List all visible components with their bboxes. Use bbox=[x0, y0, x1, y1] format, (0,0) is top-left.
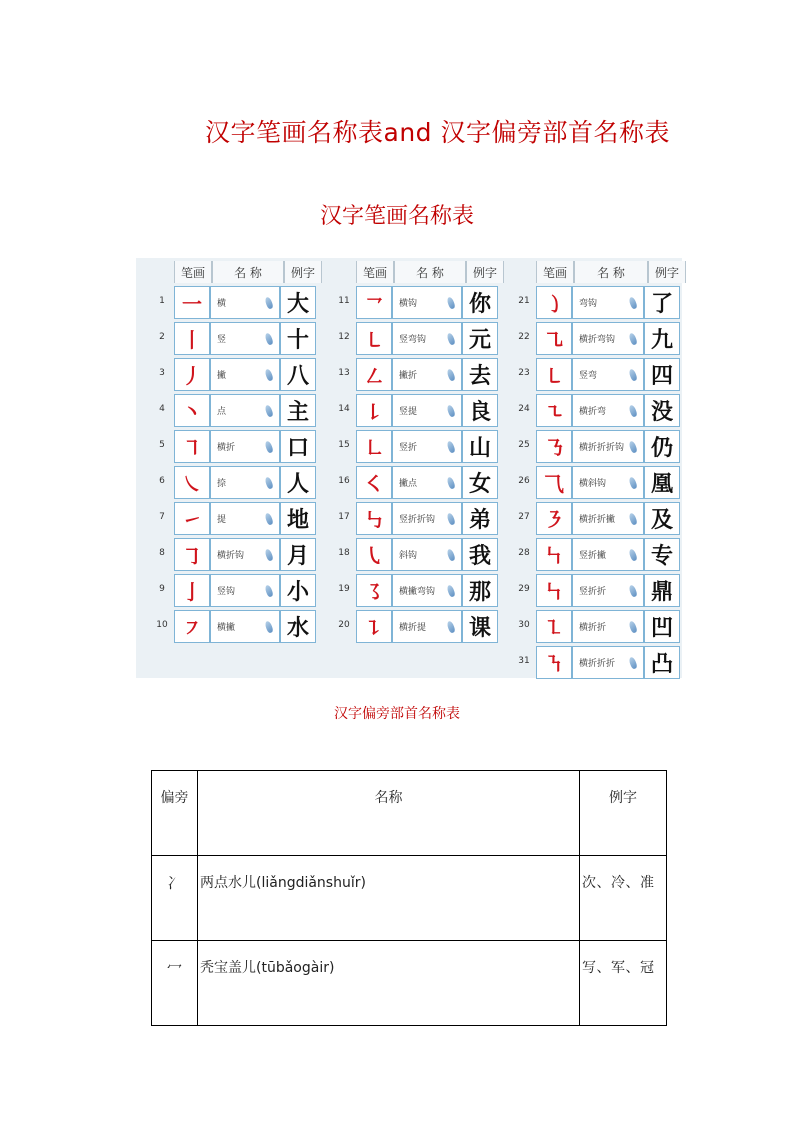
example-character: 凸 bbox=[644, 646, 680, 679]
stroke-row bbox=[512, 358, 680, 391]
stroke-name-label: 横折提 bbox=[399, 623, 427, 633]
pen-icon bbox=[628, 296, 638, 309]
stroke-name-label: 横撇弯钩 bbox=[399, 587, 436, 597]
row-number: 16 bbox=[338, 476, 350, 486]
stroke-name bbox=[210, 574, 280, 607]
stroke-name-label: 横折折撇 bbox=[579, 515, 616, 525]
stroke-name bbox=[210, 394, 280, 427]
stroke-name bbox=[392, 574, 462, 607]
pen-icon bbox=[446, 476, 456, 489]
stroke-name-label: 竖折 bbox=[399, 443, 418, 453]
stroke-name bbox=[392, 394, 462, 427]
stroke-row bbox=[512, 466, 680, 499]
stroke-name bbox=[210, 322, 280, 355]
stroke-shape: ㇡ bbox=[536, 430, 572, 463]
stroke-name-label: 横折折折钩 bbox=[579, 443, 625, 453]
pen-icon bbox=[628, 656, 638, 669]
stroke-shape: ㇗ bbox=[356, 430, 392, 463]
stroke-shape: 亅 bbox=[174, 574, 210, 607]
example-character: 课 bbox=[462, 610, 498, 643]
stroke-table-title: 汉字笔画名称表 bbox=[319, 204, 474, 229]
stroke-row bbox=[512, 322, 680, 355]
stroke-row bbox=[332, 430, 498, 463]
stroke-row bbox=[512, 430, 680, 463]
stroke-shape: ㇏ bbox=[174, 466, 210, 499]
example-character: 鼎 bbox=[644, 574, 680, 607]
stroke-shape: ㇕ bbox=[174, 430, 210, 463]
stroke-shape: ㇀ bbox=[174, 502, 210, 535]
radical-symbol: 冫 bbox=[152, 856, 198, 941]
stroke-shape: ㇉ bbox=[356, 502, 392, 535]
stroke-row bbox=[332, 538, 498, 571]
header-example: 例字 bbox=[284, 261, 322, 283]
row-number: 26 bbox=[518, 476, 530, 486]
row-number: 15 bbox=[338, 440, 350, 450]
row-number: 4 bbox=[159, 404, 165, 414]
header-name: 名 称 bbox=[212, 261, 284, 283]
row-number: 2 bbox=[159, 332, 165, 342]
stroke-shape: ㇊ bbox=[356, 610, 392, 643]
stroke-shape: ㇅ bbox=[536, 610, 572, 643]
header-stroke: 笔画 bbox=[536, 261, 574, 283]
pen-icon bbox=[264, 332, 274, 345]
stroke-name bbox=[572, 466, 644, 499]
row-number: 8 bbox=[159, 548, 165, 558]
stroke-name bbox=[392, 430, 462, 463]
pen-icon bbox=[264, 476, 274, 489]
row-number: 19 bbox=[338, 584, 350, 594]
radical-examples: 次、冷、准 bbox=[580, 856, 667, 941]
stroke-shape: ㇋ bbox=[536, 502, 572, 535]
stroke-shape: 丨 bbox=[174, 322, 210, 355]
header-name: 名 称 bbox=[574, 261, 648, 283]
stroke-row bbox=[332, 322, 498, 355]
stroke-shape: ㇇ bbox=[174, 610, 210, 643]
row-number: 6 bbox=[159, 476, 165, 486]
pen-icon bbox=[264, 584, 274, 597]
pen-icon bbox=[446, 620, 456, 633]
stroke-row bbox=[150, 322, 316, 355]
stroke-name-label: 捺 bbox=[217, 479, 227, 489]
pen-icon bbox=[628, 440, 638, 453]
stroke-name bbox=[392, 610, 462, 643]
stroke-name bbox=[572, 538, 644, 571]
stroke-name-label: 竖钩 bbox=[217, 587, 236, 597]
stroke-shape: ㇄ bbox=[356, 322, 392, 355]
stroke-name bbox=[572, 286, 644, 319]
pen-icon bbox=[264, 368, 274, 381]
row-number: 12 bbox=[338, 332, 350, 342]
row-number: 18 bbox=[338, 548, 350, 558]
stroke-name-label: 横撇 bbox=[217, 623, 236, 633]
stroke-column-header bbox=[536, 261, 686, 283]
stroke-name bbox=[210, 430, 280, 463]
stroke-shape: ㇁ bbox=[536, 286, 572, 319]
stroke-name bbox=[210, 538, 280, 571]
row-number: 14 bbox=[338, 404, 350, 414]
stroke-name-label: 竖 bbox=[217, 335, 227, 345]
example-character: 山 bbox=[462, 430, 498, 463]
stroke-shape: ㇈ bbox=[536, 322, 572, 355]
stroke-name bbox=[210, 466, 280, 499]
stroke-row bbox=[332, 574, 498, 607]
radical-table-title: 汉字偏旁部首名称表 bbox=[334, 706, 460, 722]
row-number: 31 bbox=[518, 656, 530, 666]
table-row bbox=[152, 856, 667, 941]
stroke-shape: ㇜ bbox=[356, 358, 392, 391]
stroke-row bbox=[150, 394, 316, 427]
stroke-name-label: 弯钩 bbox=[579, 299, 598, 309]
example-character: 那 bbox=[462, 574, 498, 607]
pen-icon bbox=[446, 368, 456, 381]
header-name: 名 称 bbox=[394, 261, 466, 283]
stroke-name-label: 竖折撇 bbox=[579, 551, 607, 561]
stroke-name bbox=[572, 646, 644, 679]
stroke-row bbox=[332, 394, 498, 427]
radical-name: 秃宝盖儿(tūbǎogàir) bbox=[198, 941, 580, 1026]
stroke-name-label: 横折折折 bbox=[579, 659, 616, 669]
stroke-shape: 丿 bbox=[174, 358, 210, 391]
pen-icon bbox=[264, 404, 274, 417]
stroke-name-label: 横折弯 bbox=[579, 407, 607, 417]
stroke-shape: ㇆ bbox=[174, 538, 210, 571]
row-number: 9 bbox=[159, 584, 165, 594]
stroke-name bbox=[210, 286, 280, 319]
example-character: 主 bbox=[280, 394, 316, 427]
pen-icon bbox=[628, 476, 638, 489]
header-stroke: 笔画 bbox=[174, 261, 212, 283]
stroke-name-label: 点 bbox=[217, 407, 227, 417]
stroke-shape: ㇞ bbox=[536, 538, 572, 571]
stroke-chart-figure bbox=[136, 258, 682, 678]
stroke-shape: ㇖ bbox=[356, 286, 392, 319]
stroke-row bbox=[150, 538, 316, 571]
stroke-row bbox=[512, 394, 680, 427]
stroke-row bbox=[332, 286, 498, 319]
row-number: 30 bbox=[518, 620, 530, 630]
page-title: 汉字笔画名称表and 汉字偏旁部首名称表 bbox=[205, 118, 670, 147]
stroke-name-label: 横折折 bbox=[579, 623, 607, 633]
stroke-row bbox=[332, 502, 498, 535]
stroke-column-header bbox=[356, 261, 504, 283]
stroke-name bbox=[572, 430, 644, 463]
stroke-name-label: 横钩 bbox=[399, 299, 418, 309]
example-character: 凰 bbox=[644, 466, 680, 499]
row-number: 5 bbox=[159, 440, 165, 450]
stroke-row bbox=[512, 610, 680, 643]
pen-icon bbox=[446, 296, 456, 309]
pen-icon bbox=[446, 584, 456, 597]
stroke-name bbox=[572, 574, 644, 607]
stroke-name bbox=[572, 502, 644, 535]
example-character: 凹 bbox=[644, 610, 680, 643]
pen-icon bbox=[628, 584, 638, 597]
stroke-row bbox=[512, 574, 680, 607]
stroke-name-label: 提 bbox=[217, 515, 227, 525]
stroke-name bbox=[392, 322, 462, 355]
stroke-name-label: 撇折 bbox=[399, 371, 418, 381]
stroke-shape: ⺄ bbox=[536, 466, 572, 499]
header-stroke: 笔画 bbox=[356, 261, 394, 283]
radical-table bbox=[151, 770, 667, 1026]
name-header: 名称 bbox=[198, 771, 580, 856]
stroke-row bbox=[332, 466, 498, 499]
pen-icon bbox=[264, 440, 274, 453]
stroke-column-header bbox=[174, 261, 322, 283]
stroke-column bbox=[332, 261, 498, 675]
stroke-shape: ㇎ bbox=[536, 646, 572, 679]
radical-header: 偏旁 bbox=[152, 771, 198, 856]
stroke-column bbox=[150, 261, 316, 675]
pen-icon bbox=[628, 404, 638, 417]
stroke-name-label: 竖弯钩 bbox=[399, 335, 427, 345]
stroke-name bbox=[210, 358, 280, 391]
stroke-name bbox=[572, 610, 644, 643]
stroke-shape: ㇂ bbox=[356, 538, 392, 571]
stroke-row bbox=[512, 286, 680, 319]
row-number: 17 bbox=[338, 512, 350, 522]
row-number: 29 bbox=[518, 584, 530, 594]
stroke-name-label: 竖折折 bbox=[579, 587, 607, 597]
stroke-name-label: 竖提 bbox=[399, 407, 418, 417]
example-character: 及 bbox=[644, 502, 680, 535]
example-character: 良 bbox=[462, 394, 498, 427]
pen-icon bbox=[628, 368, 638, 381]
pen-icon bbox=[264, 512, 274, 525]
row-number: 10 bbox=[156, 620, 168, 630]
row-number: 27 bbox=[518, 512, 530, 522]
stroke-name-label: 撇点 bbox=[399, 479, 418, 489]
stroke-name-label: 竖折折钩 bbox=[399, 515, 436, 525]
stroke-name bbox=[210, 502, 280, 535]
row-number: 3 bbox=[159, 368, 165, 378]
example-character: 专 bbox=[644, 538, 680, 571]
row-number: 25 bbox=[518, 440, 530, 450]
example-character: 弟 bbox=[462, 502, 498, 535]
pen-icon bbox=[446, 404, 456, 417]
example-character: 十 bbox=[280, 322, 316, 355]
stroke-name bbox=[392, 286, 462, 319]
row-number: 11 bbox=[338, 296, 350, 306]
stroke-name bbox=[392, 466, 462, 499]
pen-icon bbox=[446, 440, 456, 453]
stroke-row bbox=[150, 466, 316, 499]
row-number: 22 bbox=[518, 332, 530, 342]
stroke-shape: ㇙ bbox=[356, 394, 392, 427]
pen-icon bbox=[264, 548, 274, 561]
example-character: 九 bbox=[644, 322, 680, 355]
example-character: 了 bbox=[644, 286, 680, 319]
stroke-row bbox=[150, 286, 316, 319]
example-character: 我 bbox=[462, 538, 498, 571]
stroke-name bbox=[392, 502, 462, 535]
pen-icon bbox=[446, 332, 456, 345]
stroke-name bbox=[572, 322, 644, 355]
row-number: 21 bbox=[518, 296, 530, 306]
row-number: 28 bbox=[518, 548, 530, 558]
example-character: 人 bbox=[280, 466, 316, 499]
row-number: 13 bbox=[338, 368, 350, 378]
stroke-row bbox=[512, 502, 680, 535]
stroke-name-label: 横斜钩 bbox=[579, 479, 607, 489]
pen-icon bbox=[628, 548, 638, 561]
row-number: 7 bbox=[159, 512, 165, 522]
example-header: 例字 bbox=[580, 771, 667, 856]
stroke-shape: 一 bbox=[174, 286, 210, 319]
example-character: 地 bbox=[280, 502, 316, 535]
stroke-row bbox=[150, 358, 316, 391]
stroke-name-label: 横 bbox=[217, 299, 227, 309]
example-character: 元 bbox=[462, 322, 498, 355]
radical-name: 两点水儿(liǎngdiǎnshuǐr) bbox=[198, 856, 580, 941]
stroke-row bbox=[332, 610, 498, 643]
stroke-shape: 丶 bbox=[174, 394, 210, 427]
stroke-name-label: 横折 bbox=[217, 443, 236, 453]
stroke-name bbox=[572, 394, 644, 427]
stroke-shape: ㇛ bbox=[356, 466, 392, 499]
pen-icon bbox=[446, 512, 456, 525]
stroke-row bbox=[332, 358, 498, 391]
stroke-row bbox=[150, 574, 316, 607]
pen-icon bbox=[264, 620, 274, 633]
header-example: 例字 bbox=[466, 261, 504, 283]
example-character: 去 bbox=[462, 358, 498, 391]
radical-examples: 写、军、冠 bbox=[580, 941, 667, 1026]
radical-symbol: 冖 bbox=[152, 941, 198, 1026]
pen-icon bbox=[628, 332, 638, 345]
stroke-name-label: 横折弯钩 bbox=[579, 335, 616, 345]
stroke-name-label: 竖弯 bbox=[579, 371, 598, 381]
header-example: 例字 bbox=[648, 261, 686, 283]
example-character: 仍 bbox=[644, 430, 680, 463]
example-character: 水 bbox=[280, 610, 316, 643]
stroke-name bbox=[572, 358, 644, 391]
stroke-name-label: 横折钩 bbox=[217, 551, 245, 561]
pen-icon bbox=[628, 512, 638, 525]
stroke-row bbox=[512, 538, 680, 571]
example-character: 你 bbox=[462, 286, 498, 319]
example-character: 没 bbox=[644, 394, 680, 427]
table-row bbox=[152, 941, 667, 1026]
stroke-row bbox=[150, 610, 316, 643]
stroke-shape: ㇄ bbox=[536, 358, 572, 391]
example-character: 大 bbox=[280, 286, 316, 319]
radical-table-header-row bbox=[152, 771, 667, 856]
row-number: 20 bbox=[338, 620, 350, 630]
example-character: 女 bbox=[462, 466, 498, 499]
row-number: 1 bbox=[159, 296, 165, 306]
stroke-row bbox=[150, 502, 316, 535]
stroke-shape: ㇍ bbox=[536, 394, 572, 427]
stroke-column bbox=[512, 261, 680, 675]
example-character: 四 bbox=[644, 358, 680, 391]
stroke-row bbox=[512, 646, 680, 679]
example-character: 口 bbox=[280, 430, 316, 463]
stroke-shape: ㇌ bbox=[356, 574, 392, 607]
pen-icon bbox=[628, 620, 638, 633]
stroke-name bbox=[392, 358, 462, 391]
stroke-name bbox=[392, 538, 462, 571]
example-character: 小 bbox=[280, 574, 316, 607]
stroke-shape: ㇞ bbox=[536, 574, 572, 607]
example-character: 月 bbox=[280, 538, 316, 571]
row-number: 23 bbox=[518, 368, 530, 378]
stroke-row bbox=[150, 430, 316, 463]
stroke-name-label: 斜钩 bbox=[399, 551, 418, 561]
stroke-name bbox=[210, 610, 280, 643]
example-character: 八 bbox=[280, 358, 316, 391]
row-number: 24 bbox=[518, 404, 530, 414]
pen-icon bbox=[264, 296, 274, 309]
stroke-name-label: 撇 bbox=[217, 371, 227, 381]
pen-icon bbox=[446, 548, 456, 561]
